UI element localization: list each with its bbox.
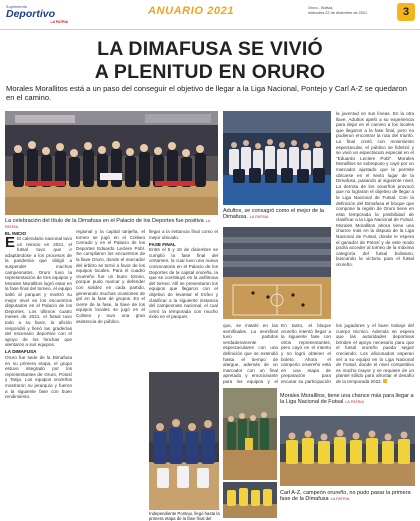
text-column-3 [149,229,218,368]
text-column-1 [5,229,72,521]
caption-morales-credit: LA PATRIA [345,400,364,405]
paragraph-col3b: Entre el 5 y 16 de diciembre se cumplió la fase final del certamen, la cual tuvo una nueva convocatoria en el Palacio de los Deportes de la capital orureña, la que se constituyó en la anfitriona del torneo. Allí se presentaron los equipos que llegaron con el objetivo de levantar el trofeo y clasificar a la siguiente instancia del campeonato nacional, el cual cerró la temporada con mucho éxito en el parquet. [149,247,218,320]
caption-celebration-text: La celebración del título de la Dimafusa en el Palacio de los Deportes fue positiva [5,218,204,224]
article-end-mark [383,379,387,383]
morales-photo-image [223,388,277,480]
photo-independiente-pontejo [149,372,219,510]
text-column-2 [76,229,145,521]
page-header [0,0,420,30]
dateline [308,6,367,16]
celebration-photo-image [5,111,218,215]
caption-adultos-credit: LA PATRIA [249,215,269,220]
paragraph-right-top: la juventud en sus líneas. En la otra llave, Adultos apeló a su experiencia para dejar en el camino a los locales que llegaron a la fase final, pero no pudieron encontrar la ruta del triunfo. La final contó con movimiento espectacular, el público se fidelizó y se vivió un espectáculo especial en el "Eduardo Leclere Pobl". Morales Morallitos se sobrepuso y cayó por un marcador ajustado que le permite ubicarse en el sexto lugar de la Dimafusa, pasando al siguiente nivel. La derrota de los oruerños provocó que no lograran el objetivo de llegar a la Liga Nacional de Futsal. Con la definición del Dimafusa el bloque que compone la región de Oruro tiene en esta temporada la posibilidad de clasificar a la Liga Nacional de Futsal. Morales Morallitos ahora tiene una chance más en la disputa de la Liga Nacional de Futsal, donde le espera el ganador de Potosí y de este modo podrá acceder al torneo de la máxima categoría del futsal boliviano, buscando la victoria para el futsal orureño. [336,111,414,268]
date-text: miércoles 22 de diciembre de 2021 [308,11,368,15]
photo-carl-az [280,416,415,486]
paragraph-col2: regional y la capital tarijeña, el torneo se jugó en el Coliseo Cerrado y en el Palacio de los Deportes Eduardo Leclere Pobl. Se cumplieron los encuentros de la llave Oruro, donde el marcador del árbitro se tornó a favor de los equipos locales. Para el cuadro oruereño fue un buen torneo, porque pudo marcar y defender con solidez en cada partido, generando muchas ocasiones de gol en la fase de grupos. En el cierre de la fase, la llave de los equipos locales se jugó en el Coliseo y tuvo una gran asistencia de público. [76,229,145,324]
text-column-right-top [336,111,414,319]
logo-la-patria: LA PATRIA [50,20,68,24]
photo-arena [223,227,331,319]
paragraph-col6-text: los jugadores y el buen trabajo del cuerpo técnico. Además se espera que las autoridades deportivas brinden el apoyo necesario para que el futsal orureño pueda seguir creciendo. Los aficionados esperan ver a su equipo en la Liga Nacional de Futsal, donde el nivel competitivo es mucho mayor y se requiere de un plantel sólido para afrontar el desafío de la temporada 2022. [336,323,414,384]
carl-az-photo-image [280,416,415,486]
caption-celebration-credit: LA PATRIA [5,219,211,230]
heading-el-inicio: EL INICIO [5,230,27,236]
paragraph-col4: que, se instaló en las semifinales. La semifinal tuvo partidos verdaderamente espectaculares con una definición que se extendió hasta el tiempo de alargue, además de un marcador con un final apretado y emocionante para los equipos y el [223,323,278,384]
photo-morales-morallitos [223,388,277,480]
caption-carl-az [280,490,415,503]
location-text: Oruro - Bolivia, [308,6,334,10]
caption-morales [280,393,415,406]
logo-deportivo: Deportivo [6,8,56,20]
page-number: 3 [397,3,415,21]
caption-carl-az-credit: LA PATRIA [330,497,350,502]
logo-supplement: Suplemento [6,5,28,9]
photo-adultos-team [223,111,331,205]
text-column-5 [281,323,331,385]
photo-celebration [5,111,218,215]
paragraph-col6 [336,323,414,385]
paragraph-col5: En tanto, el bloque orureño intentó llegar a la siguiente fase con otros representantes, pero cayó en el intento y no logró obtener el boleto. Ahora el campeón oruereño está en una etapa de preparación para encarar su participación [281,323,331,384]
caption-carl-az-text: Carl A-Z, campeón orureño, no pudo pasar la primera fase de la Dimafusa [280,490,411,503]
paragraph-col3: llegar a la instancia final como el mejor ubicado. [149,229,218,240]
drop-cap: E [5,234,16,252]
arena-photo-image [223,227,331,319]
yellow-team-photo-image [223,482,277,518]
heading-la-dimafusa: LA DIMAFUSA [5,349,37,355]
caption-morales-text: Morales Morallitos, tiene una chance más para llegar a la Liga Nacional de Futsal [280,393,414,406]
caption-pontejo-text: Independiente Pontejo, llegó hasta la primera etapa de la fase final del [149,511,220,521]
article-lead: Morales Morallitos está a un paso del conseguir el objetivo de llegar a la Liga Nacional, Pontejo y Carl A-Z se quedaron en el camino. [6,84,408,102]
caption-adultos [223,208,333,221]
paragraph-col1b: Oruro fue sede de la Dimafusa en su primera etapa, el grupo estuvo integrado por los representantes de Oruro, Potosí y Tarija. Los equipos orureños mostraron su jerarquía y fueron a la siguiente fase con buen rendimiento. [5,355,72,400]
headline-line-2: A PLENITUD EN ORURO [94,61,326,83]
caption-adultos-text: Adultos, se consagró como el mejor de la Dimafusa. [223,208,324,221]
paragraph-col1 [5,236,72,348]
article-headline [0,38,420,84]
pontejo-photo-image [149,372,219,510]
text-column-6 [336,323,414,385]
heading-fase-final: FASE FINAL [149,241,176,247]
section-title: ANUARIO 2021 [148,5,235,17]
paragraph-col1-text: El calendario nacional tuvo un reinicio en 2021, el futsal tuvo que ir adaptándose a los procesos de la pandemia que obligó a suspender muchos campeonatos. Oruro tuvo la representación de tres equipos y Morales Morallitos logró estar en la fase final del torneo, el equipo saltó al parquet y mostró su mejor nivel en los encuentros disputados en el Palacio de los Deportes. Los últimos cuatro meses de 2021, el futsal tuvo todo a su favor, la afición respondió y llenó las graderías del escenario deportivo con el apoyo de los hinchas que alentaron a sus equipos. [5,236,72,348]
headline-line-1: LA DIMAFUSA SE VIVIÓ [97,38,323,60]
photo-yellow-team [223,482,277,518]
adultos-photo-image [223,111,331,205]
caption-pontejo [149,512,229,521]
publication-logo [6,5,68,25]
text-column-4 [223,323,278,385]
